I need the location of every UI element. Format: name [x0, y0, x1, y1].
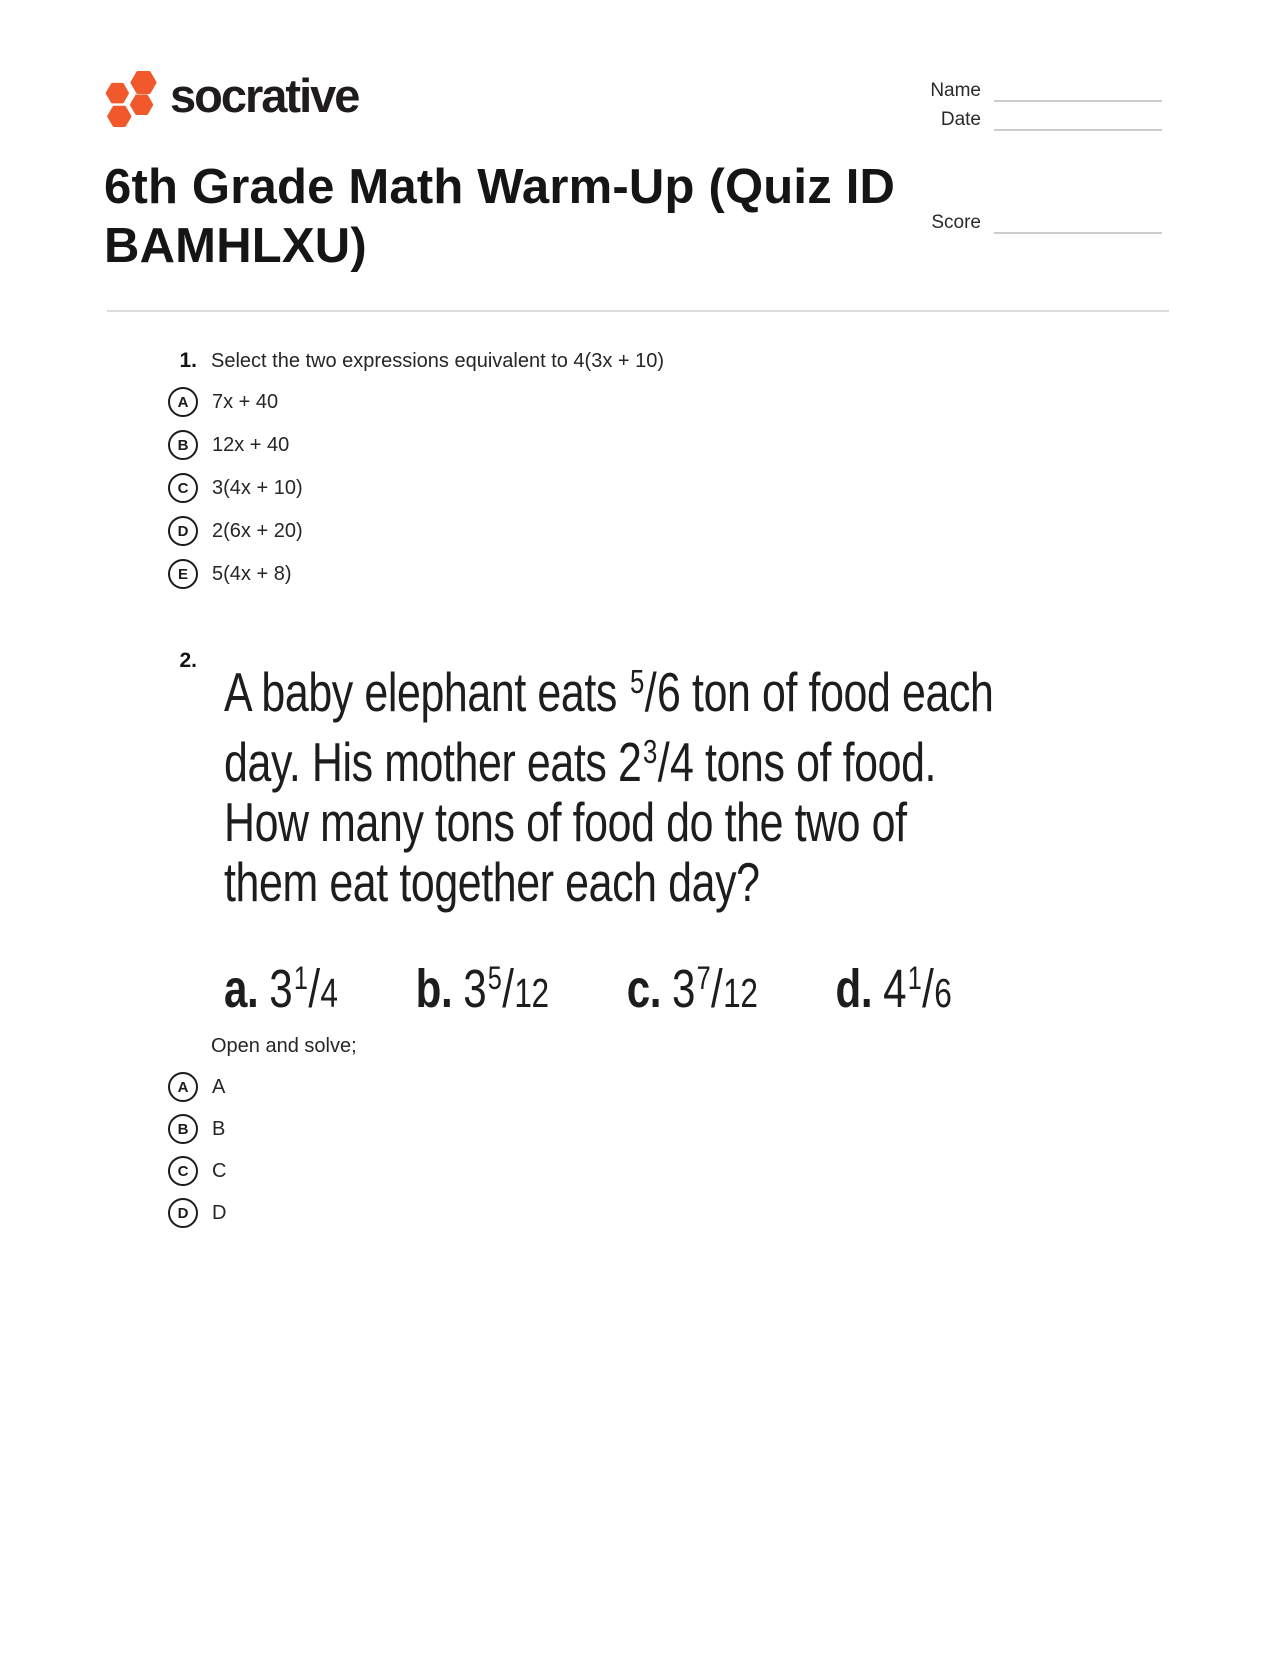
question-1-number: 1. [179, 349, 197, 372]
question-2-option-d [168, 1198, 226, 1228]
question-1-option-a [168, 387, 278, 417]
fraction-numerator: 3 [642, 733, 657, 771]
option-text: D [212, 1201, 227, 1224]
option-bubble-b[interactable]: B [168, 430, 198, 460]
question-2-option-c [168, 1156, 226, 1186]
option-text: 7x + 40 [212, 390, 279, 413]
option-text: 5(4x + 8) [212, 562, 292, 585]
date-blank-line[interactable] [994, 107, 1162, 131]
socrative-hexagons-icon [98, 68, 158, 128]
score-field [875, 210, 1162, 234]
section-divider [107, 310, 1169, 312]
problem-line-2: day. His mother eats $2^3/4$ tons of food. [224, 731, 937, 794]
socrative-wordmark: socrative [170, 69, 359, 122]
option-text: C [212, 1159, 227, 1182]
date-field [875, 107, 1162, 131]
option-text: A [212, 1075, 226, 1098]
option-text: 12x + 40 [212, 433, 290, 456]
option-bubble-e[interactable]: E [168, 559, 198, 589]
option-bubble-b[interactable]: B [168, 1114, 198, 1144]
question-2-sub-prompt: Open and solve; [211, 1035, 357, 1057]
question-1-prompt: Select the two expressions equivalent to 4(3x + 10) [211, 350, 665, 372]
option-bubble-c[interactable]: C [168, 473, 198, 503]
option-bubble-a[interactable]: A [168, 1072, 198, 1102]
question-2-option-a [168, 1072, 225, 1102]
option-text: 3(4x + 10) [212, 476, 303, 499]
question-1-option-e [168, 559, 291, 589]
option-bubble-d[interactable]: D [168, 516, 198, 546]
problem-answer-choices [224, 948, 1121, 1023]
question-1-option-d [168, 516, 303, 546]
question-1-option-b [168, 430, 289, 460]
fraction-denominator: 6 [657, 661, 681, 724]
option-bubble-a[interactable]: A [168, 387, 198, 417]
socrative-logo [98, 68, 358, 128]
score-label: Score [931, 212, 981, 233]
option-text: B [212, 1117, 226, 1140]
question-2-problem-image [224, 652, 1121, 1023]
name-label: Name [930, 80, 981, 101]
date-label: Date [940, 109, 981, 130]
problem-line-4: them eat together each day? [224, 851, 760, 914]
name-blank-line[interactable] [994, 78, 1162, 102]
question-1-option-c [168, 473, 303, 503]
option-text: 2(6x + 20) [212, 519, 303, 542]
name-field [875, 78, 1162, 102]
choice-d: d. $4^1/6$ [835, 959, 952, 1020]
fraction-numerator: 5 [630, 663, 644, 700]
fraction-denominator: 4 [670, 731, 694, 794]
score-blank-line[interactable] [994, 210, 1162, 234]
option-bubble-c[interactable]: C [168, 1156, 198, 1186]
choice-a: a. $3^1/4$ [224, 959, 338, 1020]
choice-b: b. $3^5/12$ [415, 959, 549, 1020]
question-2-option-b [168, 1114, 225, 1144]
question-2-number: 2. [179, 649, 197, 672]
choice-c: c. $3^7/12$ [626, 959, 758, 1020]
problem-line-3: How many tons of food do the two of [224, 791, 907, 854]
quiz-title: 6th Grade Math Warm-Up (Quiz ID BAMHLXU) [104, 160, 896, 273]
option-bubble-d[interactable]: D [168, 1198, 198, 1228]
problem-line-1: A baby elephant eats $^5$/6 ton of food each [224, 661, 994, 724]
